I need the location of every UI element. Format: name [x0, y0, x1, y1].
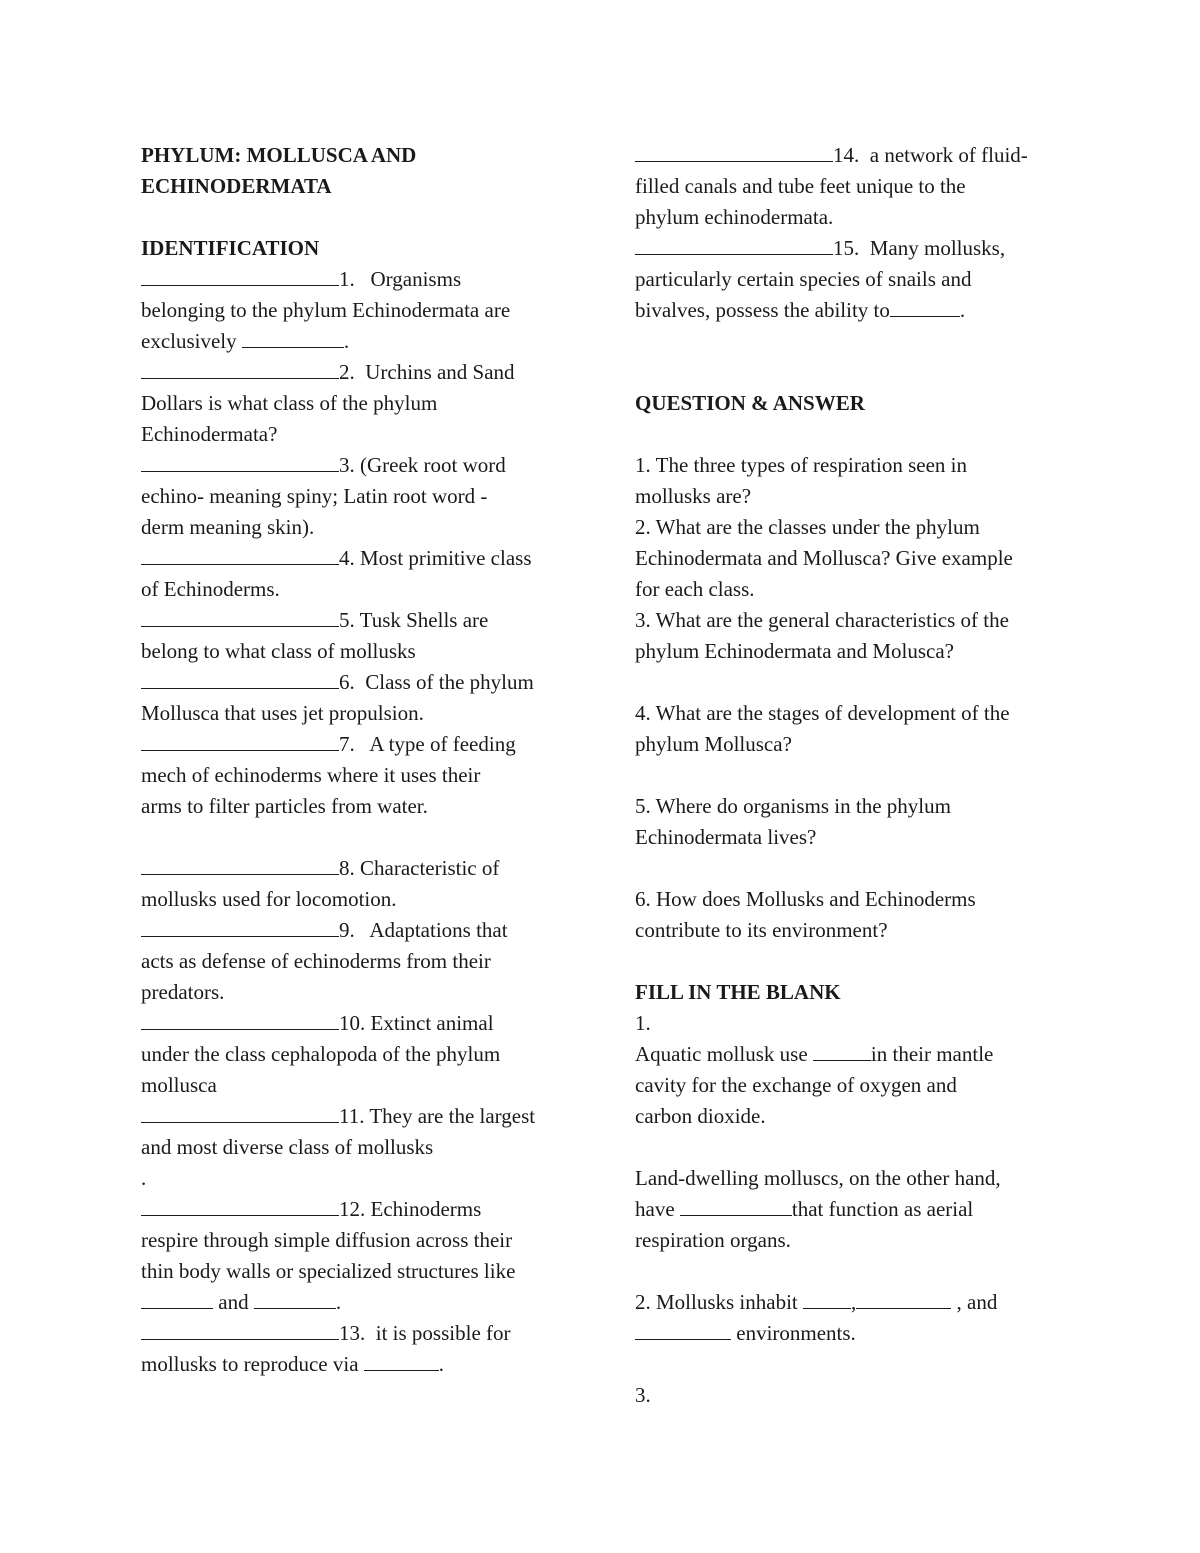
qa-line: 6. How does Mollusks and Echinoderms	[635, 887, 976, 911]
answer-blank-2[interactable]	[141, 358, 339, 379]
identification-heading: IDENTIFICATION	[141, 236, 320, 260]
fill-item-3-number: 3.	[635, 1383, 651, 1407]
question-11-text: and most diverse class of mollusks	[141, 1135, 434, 1159]
answer-blank-8[interactable]	[141, 854, 339, 875]
qa-heading: QUESTION & ANSWER	[635, 391, 865, 415]
question-15-text: particularly certain species of snails and	[635, 267, 972, 291]
qa-line: Echinodermata and Mollusca? Give example	[635, 546, 1013, 570]
spacer	[141, 202, 571, 233]
question-3: 3. (Greek root word	[141, 450, 571, 481]
question-9: 9. Adaptations that	[141, 915, 571, 946]
fill-heading: FILL IN THE BLANK	[635, 980, 841, 1004]
answer-blank-15[interactable]	[635, 234, 833, 255]
inline-blank[interactable]	[680, 1195, 792, 1216]
spacer	[635, 419, 1065, 450]
qa-line: phylum Echinodermata and Molusca?	[635, 639, 954, 663]
question-3-text: echino- meaning spiny; Latin root word -	[141, 484, 488, 508]
page-title-line2: ECHINODERMATA	[141, 174, 332, 198]
qa-line: 1. The three types of respiration seen in	[635, 453, 968, 477]
inline-blank[interactable]	[254, 1288, 336, 1309]
inline-blank[interactable]	[856, 1288, 951, 1309]
question-3-text: derm meaning skin).	[141, 515, 315, 539]
question-13-text: mollusks to reproduce via .	[141, 1352, 445, 1376]
qa-line: Echinodermata lives?	[635, 825, 817, 849]
fill-item-1-text: Aquatic mollusk use in their mantle	[635, 1042, 994, 1066]
fill-item-1-text: cavity for the exchange of oxygen and	[635, 1073, 957, 1097]
qa-line: mollusks are?	[635, 484, 752, 508]
spacer	[635, 1256, 1065, 1287]
question-12: 12. Echinoderms	[141, 1194, 571, 1225]
question-15: 15. Many mollusks,	[635, 233, 1065, 264]
answer-blank-3[interactable]	[141, 451, 339, 472]
question-6: 6. Class of the phylum	[141, 667, 571, 698]
qa-line: for each class.	[635, 577, 755, 601]
question-14: 14. a network of fluid-	[635, 140, 1065, 171]
question-10-text: under the class cephalopoda of the phylum	[141, 1042, 501, 1066]
answer-blank-7[interactable]	[141, 730, 339, 751]
question-4-text: of Echinoderms.	[141, 577, 280, 601]
question-6-text: Mollusca that uses jet propulsion.	[141, 701, 424, 725]
inline-blank[interactable]	[803, 1288, 851, 1309]
spacer	[635, 357, 1065, 388]
left-column	[141, 140, 571, 1380]
fill-item-2-text: 2. Mollusks inhabit , , and	[635, 1290, 998, 1314]
question-10-text: mollusca	[141, 1073, 217, 1097]
qa-line: contribute to its environment?	[635, 918, 888, 942]
spacer	[635, 1132, 1065, 1163]
qa-line: 4. What are the stages of development of the	[635, 701, 1010, 725]
fill-item-1-text: carbon dioxide.	[635, 1104, 766, 1128]
qa-line	[635, 667, 1065, 698]
question-4: 4. Most primitive class	[141, 543, 571, 574]
answer-blank-12[interactable]	[141, 1195, 339, 1216]
qa-line	[635, 760, 1065, 791]
question-14-text: filled canals and tube feet unique to the	[635, 174, 966, 198]
question-7-text: mech of echinoderms where it uses their	[141, 763, 481, 787]
qa-line: 3. What are the general characteristics of the	[635, 608, 1009, 632]
inline-blank[interactable]	[635, 1319, 731, 1340]
question-1-text: exclusively .	[141, 329, 350, 353]
question-12-text: and .	[141, 1287, 571, 1318]
question-9-text: acts as defense of echinoderms from their	[141, 949, 491, 973]
question-1: 1. Organisms	[141, 264, 571, 295]
question-12-text: respire through simple diffusion across their	[141, 1228, 513, 1252]
question-12-text: thin body walls or specialized structures like	[141, 1259, 516, 1283]
question-8: 8. Characteristic of	[141, 853, 571, 884]
fill-item-1-text: Land-dwelling molluscs, on the other hand,	[635, 1166, 1001, 1190]
question-9-text: predators.	[141, 980, 225, 1004]
answer-blank-14[interactable]	[635, 141, 833, 162]
fill-item-1-text: respiration organs.	[635, 1228, 791, 1252]
answer-blank-5[interactable]	[141, 606, 339, 627]
qa-line: 2. What are the classes under the phylum	[635, 515, 980, 539]
answer-blank-9[interactable]	[141, 916, 339, 937]
qa-line: 5. Where do organisms in the phylum	[635, 794, 951, 818]
question-1-text: belonging to the phylum Echinodermata are	[141, 298, 511, 322]
question-7: 7. A type of feeding	[141, 729, 571, 760]
right-column	[635, 140, 1065, 1411]
answer-blank-4[interactable]	[141, 544, 339, 565]
question-10: 10. Extinct animal	[141, 1008, 571, 1039]
spacer	[635, 1349, 1065, 1380]
question-13: 13. it is possible for	[141, 1318, 571, 1349]
question-5: 5. Tusk Shells are	[141, 605, 571, 636]
answer-blank-1[interactable]	[141, 265, 339, 286]
inline-blank[interactable]	[242, 327, 344, 348]
question-5-text: belong to what class of mollusks	[141, 639, 416, 663]
question-7-text: arms to filter particles from water.	[141, 794, 428, 818]
inline-blank[interactable]	[364, 1350, 439, 1371]
fill-item-1-number: 1.	[635, 1011, 651, 1035]
question-11-text: .	[141, 1166, 147, 1190]
spacer	[635, 326, 1065, 357]
question-2-text: Dollars is what class of the phylum	[141, 391, 438, 415]
inline-blank[interactable]	[890, 296, 960, 317]
fill-item-1-text: have that function as aerial	[635, 1197, 974, 1221]
inline-blank[interactable]	[141, 1288, 213, 1309]
question-15-text: bivalves, possess the ability to .	[635, 298, 966, 322]
page-title-line1: PHYLUM: MOLLUSCA AND	[141, 143, 417, 167]
question-2: 2. Urchins and Sand	[141, 357, 571, 388]
question-11: 11. They are the largest	[141, 1101, 571, 1132]
qa-line	[635, 853, 1065, 884]
question-2-text: Echinodermata?	[141, 422, 278, 446]
answer-blank-11[interactable]	[141, 1102, 339, 1123]
inline-blank[interactable]	[813, 1040, 871, 1061]
answer-blank-6[interactable]	[141, 668, 339, 689]
spacer	[635, 946, 1065, 977]
qa-line: phylum Mollusca?	[635, 732, 792, 756]
answer-blank-10[interactable]	[141, 1009, 339, 1030]
question-8-text: mollusks used for locomotion.	[141, 887, 397, 911]
question-14-text: phylum echinodermata.	[635, 205, 834, 229]
fill-item-2-text: environments.	[635, 1318, 1065, 1349]
spacer	[141, 822, 571, 853]
answer-blank-13[interactable]	[141, 1319, 339, 1340]
